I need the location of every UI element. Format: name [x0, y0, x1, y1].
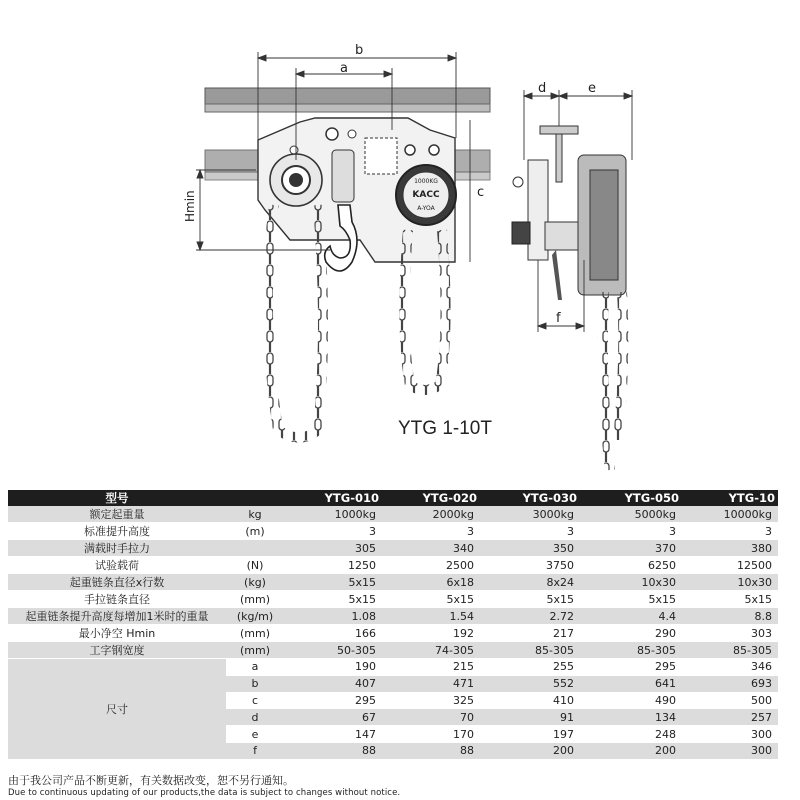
row-name: 满载时手拉力 — [8, 540, 226, 557]
cell-value: 8x24 — [480, 574, 580, 591]
row-name: 起重链条直径x行数 — [8, 574, 226, 591]
row-unit: (mm) — [226, 591, 284, 608]
row-unit: (mm) — [226, 625, 284, 642]
table-row — [8, 557, 778, 574]
table-row — [8, 659, 778, 676]
row-unit: (mm) — [226, 642, 284, 659]
cell-value: 300 — [682, 742, 778, 759]
cell-value: 50-305 — [284, 642, 382, 659]
cell-value: 70 — [382, 709, 480, 726]
cell-value: 255 — [480, 659, 580, 676]
cell-value: 200 — [480, 742, 580, 759]
cell-value: 350 — [480, 540, 580, 557]
table-row — [8, 506, 778, 523]
cell-value: 346 — [682, 659, 778, 676]
row-name: 最小净空 Hmin — [8, 625, 226, 642]
cell-value: 170 — [382, 726, 480, 743]
side-view — [512, 126, 626, 470]
cell-value: 305 — [284, 540, 382, 557]
header-unit — [226, 490, 284, 506]
row-unit: (N) — [226, 557, 284, 574]
dim-d-label: d — [538, 81, 547, 96]
cell-value: 6x18 — [382, 574, 480, 591]
cell-value: 67 — [284, 709, 382, 726]
dim-e-label: e — [588, 81, 596, 96]
cell-value: 2.72 — [480, 608, 580, 625]
table-row — [8, 574, 778, 591]
cell-value: 91 — [480, 709, 580, 726]
cell-value: 5x15 — [382, 591, 480, 608]
dim-a-label: a — [340, 61, 348, 76]
cell-value: 200 — [580, 742, 682, 759]
cell-value: 3 — [284, 523, 382, 540]
dim-key: e — [226, 726, 284, 743]
cell-value: 217 — [480, 625, 580, 642]
dim-c-label: c — [477, 185, 485, 200]
cell-value: 295 — [284, 692, 382, 709]
cell-value: 190 — [284, 659, 382, 676]
cell-value: 85-305 — [682, 642, 778, 659]
cell-value: 471 — [382, 675, 480, 692]
cell-value: 248 — [580, 726, 682, 743]
cell-value: 325 — [382, 692, 480, 709]
footnote-chinese: 由于我公司产品不断更新，有关数据改变，恕不另行通知。 — [8, 774, 294, 787]
cell-value: 2500 — [382, 557, 480, 574]
cell-value: 10000kg — [682, 506, 778, 523]
cell-value: 407 — [284, 675, 382, 692]
dim-b-label: b — [355, 43, 364, 58]
dimensions-label: 尺寸 — [8, 659, 226, 760]
dim-key: d — [226, 709, 284, 726]
cell-value: 641 — [580, 675, 682, 692]
row-name: 工字钢宽度 — [8, 642, 226, 659]
cell-value: 3000kg — [480, 506, 580, 523]
row-unit: (kg/m) — [226, 608, 284, 625]
cell-value: 74-305 — [382, 642, 480, 659]
cell-value: 192 — [382, 625, 480, 642]
cell-value: 5x15 — [284, 574, 382, 591]
cell-value: 1250 — [284, 557, 382, 574]
header-ytg-030: YTG-030 — [480, 490, 580, 506]
table-row — [8, 591, 778, 608]
table-row — [8, 625, 778, 642]
table-header-row — [8, 490, 778, 506]
header-model: 型号 — [8, 490, 226, 506]
cell-value: 4.4 — [580, 608, 682, 625]
cell-value: 166 — [284, 625, 382, 642]
cell-value: 1.54 — [382, 608, 480, 625]
cell-value: 290 — [580, 625, 682, 642]
cell-value: 410 — [480, 692, 580, 709]
front-view — [205, 88, 490, 438]
dim-key: b — [226, 675, 284, 692]
cell-value: 88 — [284, 742, 382, 759]
header-ytg-050: YTG-050 — [580, 490, 682, 506]
row-unit: kg — [226, 506, 284, 523]
cell-value: 300 — [682, 726, 778, 743]
row-name: 额定起重量 — [8, 506, 226, 523]
wheel-text-brand: KACC — [412, 190, 440, 200]
cell-value: 3750 — [480, 557, 580, 574]
cell-value: 552 — [480, 675, 580, 692]
cell-value: 5x15 — [480, 591, 580, 608]
cell-value: 295 — [580, 659, 682, 676]
header-ytg-010: YTG-010 — [284, 490, 382, 506]
cell-value: 10x30 — [682, 574, 778, 591]
cell-value: 490 — [580, 692, 682, 709]
cell-value: 257 — [682, 709, 778, 726]
cell-value: 380 — [682, 540, 778, 557]
header-ytg-10: YTG-10 — [682, 490, 778, 506]
cell-value: 85-305 — [480, 642, 580, 659]
cell-value: 340 — [382, 540, 480, 557]
cell-value: 8.8 — [682, 608, 778, 625]
cell-value: 5x15 — [580, 591, 682, 608]
cell-value: 370 — [580, 540, 682, 557]
dim-key: f — [226, 742, 284, 759]
spec-table — [8, 490, 778, 760]
cell-value: 134 — [580, 709, 682, 726]
row-name: 起重链条提升高度每增加1米时的重量 — [8, 608, 226, 625]
wheel-text-model: A-YOA — [417, 205, 435, 212]
cell-value: 5000kg — [580, 506, 682, 523]
cell-value: 303 — [682, 625, 778, 642]
cell-value: 693 — [682, 675, 778, 692]
dim-hmin-label: Hmin — [183, 190, 197, 222]
header-ytg-020: YTG-020 — [382, 490, 480, 506]
wheel-text-top: 1000KG — [414, 178, 438, 185]
table-row — [8, 540, 778, 557]
table-row — [8, 642, 778, 659]
row-name: 标准提升高度 — [8, 523, 226, 540]
cell-value: 5x15 — [682, 591, 778, 608]
row-name: 手拉链条直径 — [8, 591, 226, 608]
row-unit: (kg) — [226, 574, 284, 591]
cell-value: 2000kg — [382, 506, 480, 523]
cell-value: 10x30 — [580, 574, 682, 591]
table-row — [8, 608, 778, 625]
cell-value: 6250 — [580, 557, 682, 574]
cell-value: 197 — [480, 726, 580, 743]
cell-value: 3 — [382, 523, 480, 540]
cell-value: 85-305 — [580, 642, 682, 659]
row-unit — [226, 540, 284, 557]
cell-value: 3 — [580, 523, 682, 540]
row-unit: (m) — [226, 523, 284, 540]
row-name: 试验载荷 — [8, 557, 226, 574]
dim-key: c — [226, 692, 284, 709]
cell-value: 500 — [682, 692, 778, 709]
dim-key: a — [226, 659, 284, 676]
cell-value: 5x15 — [284, 591, 382, 608]
cell-value: 215 — [382, 659, 480, 676]
cell-value: 1.08 — [284, 608, 382, 625]
cell-value: 3 — [682, 523, 778, 540]
cell-value: 147 — [284, 726, 382, 743]
table-row — [8, 523, 778, 540]
footnote-english: Due to continuous updating of our products,the data is subject to changes without notice. — [8, 788, 401, 798]
cell-value: 3 — [480, 523, 580, 540]
cell-value: 88 — [382, 742, 480, 759]
model-label: YTG 1-10T — [398, 418, 492, 439]
cell-value: 1000kg — [284, 506, 382, 523]
dim-f-label: f — [556, 311, 561, 326]
cell-value: 12500 — [682, 557, 778, 574]
